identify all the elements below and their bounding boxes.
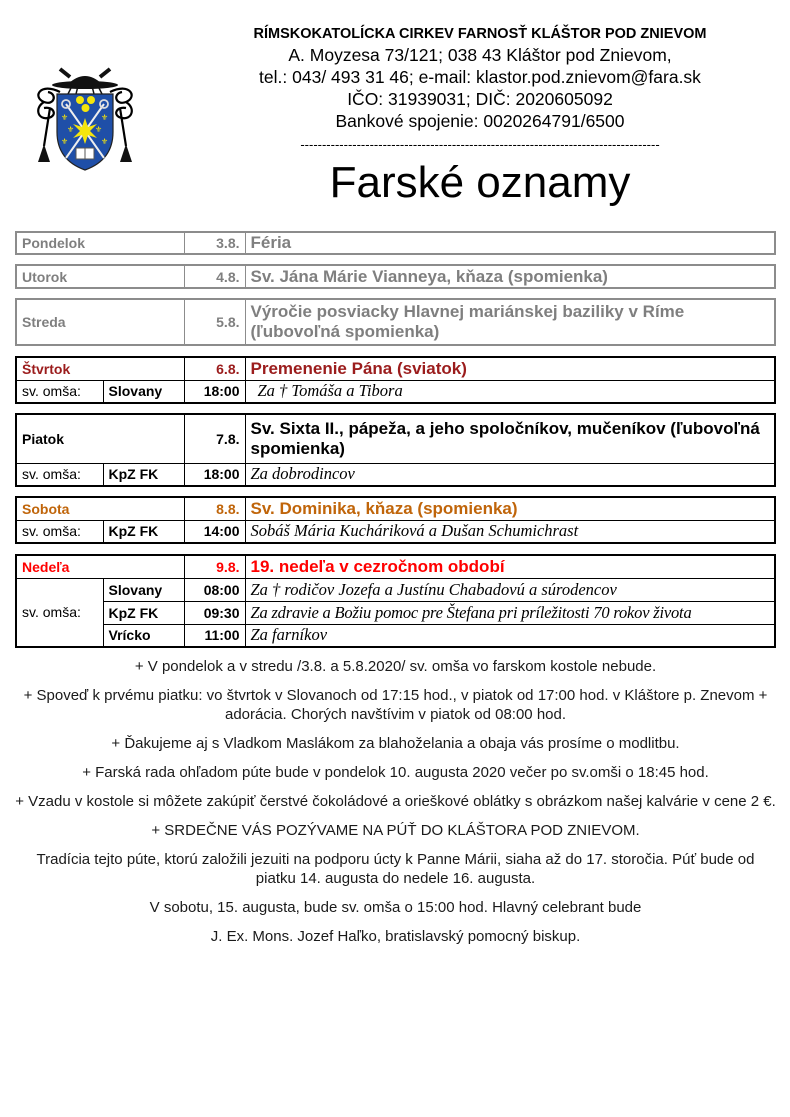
- announcement-item: V sobotu, 15. augusta, bude sv. omša o 15:00 hod. Hlavný celebrant bude: [149, 899, 642, 916]
- contact-info: tel.: 043/ 493 31 46; e-mail: klastor.pod.znievom@fara.sk: [259, 67, 701, 87]
- feast-name: Premenenie Pána (sviatok): [245, 357, 775, 380]
- day-name: Štvrtok: [16, 357, 184, 380]
- coat-of-arms-icon: [30, 62, 140, 182]
- announcements: [15, 657, 776, 956]
- feast-name: Sv. Jána Márie Vianneya, kňaza (spomienka): [245, 265, 775, 288]
- mass-label: sv. omša:: [16, 463, 103, 486]
- mass-place: Vrícko: [103, 624, 184, 647]
- day-block-streda: [15, 298, 776, 346]
- svg-text:⚜: ⚜: [61, 137, 69, 146]
- mass-place: KpZ FK: [103, 463, 184, 486]
- day-date: 7.8.: [184, 414, 245, 463]
- mass-time: 09:30: [184, 601, 245, 624]
- announcement-item: + Spoveď k prvému piatku: vo štvrtok v Slovanoch od 17:15 hod., v piatok od 17:00 hod. v Kláštore p. Znevom + adorácia. Chorých navštívim v piatok od 08:00 hod.: [23, 687, 768, 723]
- mass-time: 08:00: [184, 578, 245, 601]
- day-name: Sobota: [16, 497, 184, 520]
- day-block-pondelok: [15, 231, 776, 255]
- day-name: Piatok: [16, 414, 184, 463]
- day-block-utorok: [15, 264, 776, 289]
- address: A. Moyzesa 73/121; 038 43 Kláštor pod Znievom,: [288, 45, 672, 65]
- parish-header: [220, 24, 740, 152]
- mass-time: 11:00: [184, 624, 245, 647]
- mass-intention: Za † rodičov Jozefa a Justínu Chabadovú a súrodencov: [245, 578, 775, 601]
- day-block-stvrtok: [15, 356, 776, 404]
- svg-text:⚜: ⚜: [61, 113, 69, 122]
- announcement-item: + Farská rada ohľadom púte bude v pondelok 10. augusta 2020 večer po sv.omši o 18:45 hod.: [82, 764, 709, 781]
- feast-name: Féria: [245, 232, 775, 254]
- mass-intention: Za farníkov: [245, 624, 775, 647]
- mass-label: sv. omša:: [16, 520, 103, 543]
- day-name: Nedeľa: [16, 555, 184, 578]
- feast-name: 19. nedeľa v cezročnom období: [245, 555, 775, 578]
- mass-time: 18:00: [184, 380, 245, 403]
- announcement-item: + Vzadu v kostole si môžete zakúpiť čerstvé čokoládové a orieškové oblátky s obrázkom našej kalvárie v cene 2 €.: [15, 793, 776, 810]
- svg-text:⚜: ⚜: [95, 125, 103, 134]
- day-block-piatok: [15, 413, 776, 487]
- svg-text:⚜: ⚜: [101, 113, 109, 122]
- day-name: Streda: [16, 299, 184, 345]
- announcement-item: + V pondelok a v stredu /3.8. a 5.8.2020/ sv. omša vo farskom kostole nebude.: [134, 658, 657, 675]
- separator-line: -----------------------------------------------------------------------------------: [300, 138, 660, 152]
- mass-place: KpZ FK: [103, 601, 184, 624]
- organization-name: RÍMSKOKATOLÍCKA CIRKEV FARNOSŤ KLÁŠTOR POD ZNIEVOM: [253, 26, 707, 42]
- mass-label: sv. omša:: [16, 380, 103, 403]
- mass-place: Slovany: [103, 380, 184, 403]
- mass-label: sv. omša:: [16, 578, 103, 647]
- announcement-item: J. Ex. Mons. Jozef Haľko, bratislavský pomocný biskup.: [210, 928, 581, 945]
- announcement-item: Tradícia tejto púte, ktorú založili jezuiti na podporu úcty k Panne Márii, siaha až do 17. storočia. Púť bude od piatku 14. augusta do nedele 16. augusta.: [36, 851, 755, 887]
- mass-time: 18:00: [184, 463, 245, 486]
- page-title: Farské oznamy: [329, 158, 631, 207]
- day-block-sobota: [15, 496, 776, 544]
- bank-account: Bankové spojenie: 0020264791/6500: [335, 111, 625, 131]
- day-date: 5.8.: [184, 299, 245, 345]
- mass-place: KpZ FK: [103, 520, 184, 543]
- day-name: Utorok: [16, 265, 184, 288]
- announcement-item: + Ďakujeme aj s Vladkom Maslákom za blahoželania a obaja vás prosíme o modlitbu.: [111, 735, 680, 752]
- day-date: 8.8.: [184, 497, 245, 520]
- mass-intention: Za zdravie a Božiu pomoc pre Štefana pri príležitosti 70 rokov života: [245, 601, 775, 624]
- mass-intention: Za dobrodincov: [245, 463, 775, 486]
- mass-intention: Za † Tomáša a Tibora: [245, 380, 775, 403]
- company-ids: IČO: 31939031; DIČ: 2020605092: [347, 89, 613, 109]
- feast-name: Sv. Dominika, kňaza (spomienka): [245, 497, 775, 520]
- day-name: Pondelok: [16, 232, 184, 254]
- day-block-nedela: [15, 554, 776, 648]
- feast-name: Výročie posviacky Hlavnej mariánskej baziliky v Ríme (ľubovoľná spomienka): [245, 299, 775, 345]
- svg-text:⚜: ⚜: [67, 125, 75, 134]
- day-date: 9.8.: [184, 555, 245, 578]
- mass-place: Slovany: [103, 578, 184, 601]
- feast-name: Sv. Sixta II., pápeža, a jeho spoločníkov, mučeníkov (ľubovoľná spomienka): [245, 414, 775, 463]
- day-date: 3.8.: [184, 232, 245, 254]
- day-date: 4.8.: [184, 265, 245, 288]
- announcement-item: + SRDEČNE VÁS POZÝVAME NA PÚŤ DO KLÁŠTORA POD ZNIEVOM.: [151, 822, 640, 839]
- day-date: 6.8.: [184, 357, 245, 380]
- mass-intention: Sobáš Mária Kucháriková a Dušan Schumichrast: [245, 520, 775, 543]
- svg-text:⚜: ⚜: [101, 137, 109, 146]
- mass-time: 14:00: [184, 520, 245, 543]
